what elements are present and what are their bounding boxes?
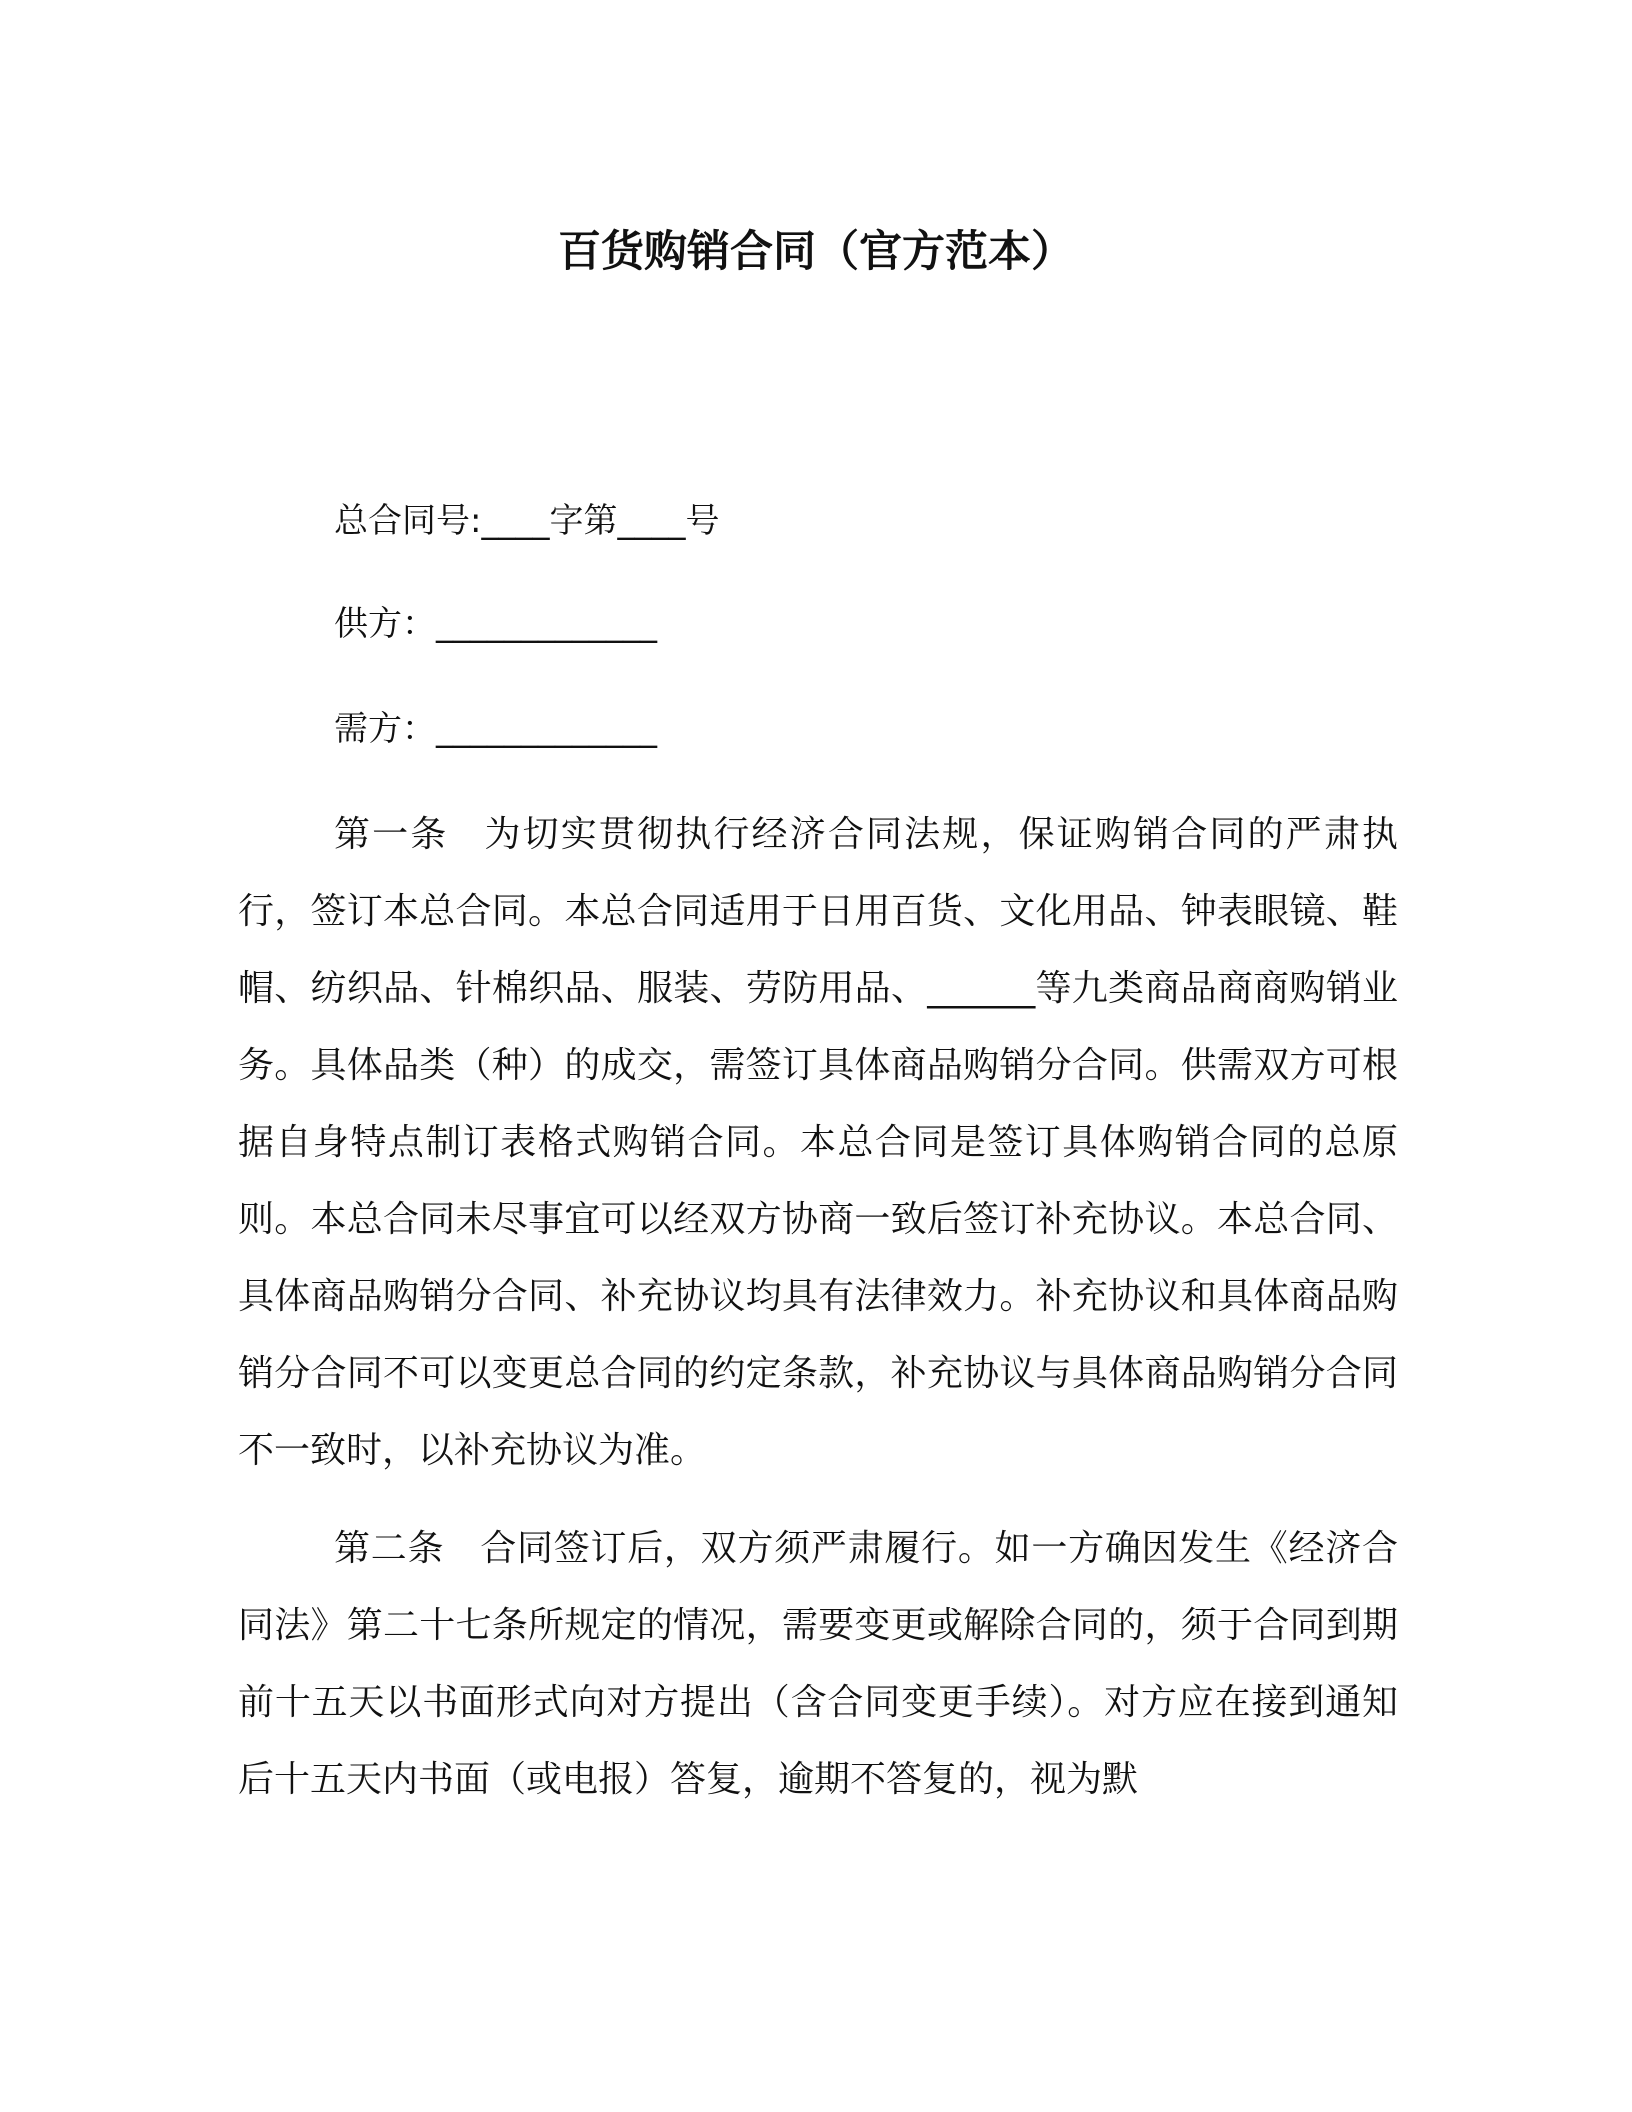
contract-number-field: 总合同号:____字第____号 — [334, 501, 720, 541]
buyer-field: 需方：_____________ — [334, 709, 657, 749]
clause-2-text: 合同签订后，双方须严肃履行。如一方确因发生《经济合同法》第二十七条所规定的情况，需要变更或解除合同的，须于合同到期前十五天以书面形式向对方提出（含合同变更手续）。对方应在接到通知后十五天内书面（或电报）答复，逾期不答复的，视为默 — [238, 1528, 1398, 1800]
clause-1 — [238, 796, 1398, 1489]
document-title: 百货购销合同（官方范本） — [558, 227, 1074, 277]
clause-2 — [238, 1510, 1398, 1818]
supplier-field: 供方：_____________ — [334, 604, 657, 644]
clause-1-label: 第一条 — [334, 814, 449, 855]
clause-2-label: 第二条 — [334, 1528, 445, 1569]
clause-1-text: 为切实贯彻执行经济合同法规，保证购销合同的严肃执行，签订本总合同。本总合同适用于日用百货、文化用品、钟表眼镜、鞋帽、纺织品、针棉织品、服装、劳防用品、______等九类商品商商购销业务。具体品类（种）的成交，需签订具体商品购销分合同。供需双方可根据自身特点制订表格式购销合同。本总合同是签订具体购销合同的总原则。本总合同未尽事宜可以经双方协商一致后签订补充协议。本总合同、具体商品购销分合同、补充协议均具有法律效力。补充协议和具体商品购销分合同不可以变更总合同的约定条款，补充协议与具体商品购销分合同不一致时，以补充协议为准。 — [238, 814, 1398, 1471]
